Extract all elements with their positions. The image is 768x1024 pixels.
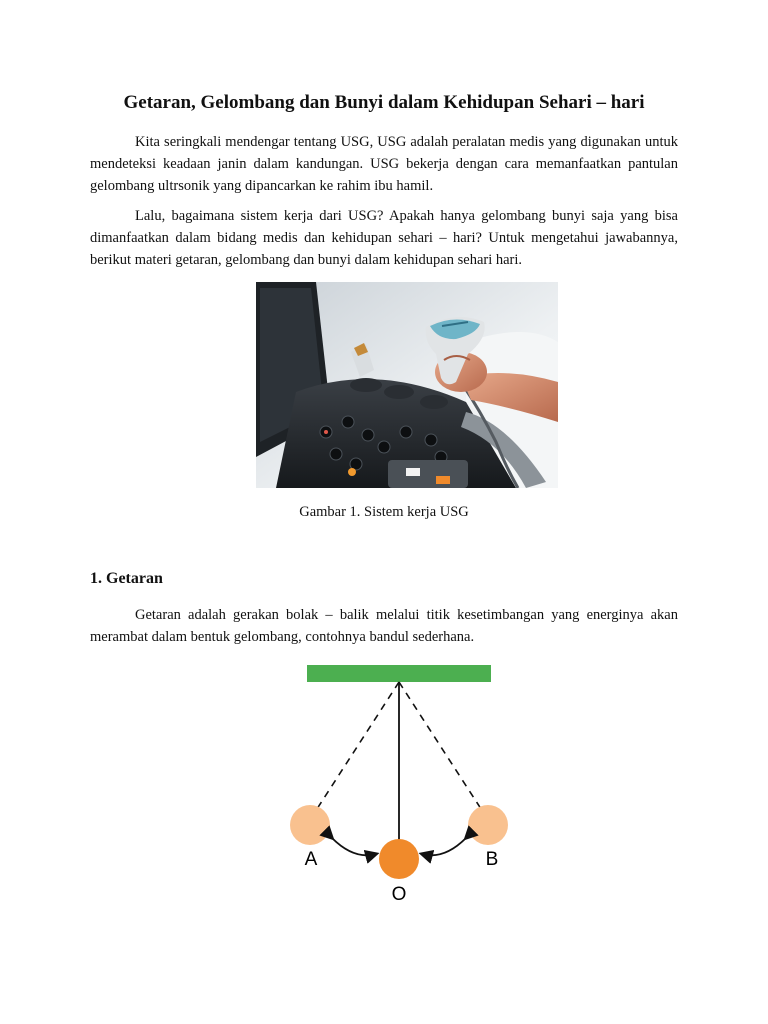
section-1-heading: 1. Getaran [90, 570, 163, 587]
intro-paragraph-2: Lalu, bagaimana sistem kerja dari USG? Apakah hanya gelombang bunyi saja yang bisa dimanfaatkan dalam bidang medis dan kehidupan sehari – hari? Untuk mengetahui jawabannya, berikut materi getaran, gelombang dan bunyi dalam kehidupan sehari hari. [90, 208, 678, 268]
pendulum-bob-b [468, 805, 508, 845]
pendulum-diagram [280, 660, 520, 905]
pendulum-bob-o [379, 839, 419, 879]
swing-arrow-right [422, 838, 466, 855]
usg-photo [256, 282, 558, 488]
section-1-paragraph: Getaran adalah gerakan bolak – balik melalui titik kesetimbangan yang energinya akan merambat dalam bentuk gelombang, contohnya bandul sederhana. [90, 607, 678, 645]
pendulum-bob-a [290, 805, 330, 845]
pendulum-support [307, 665, 491, 682]
label-b: B [485, 849, 499, 870]
figure-1-caption: Gambar 1. Sistem kerja USG [299, 504, 469, 520]
pendulum-string-left [315, 682, 399, 812]
swing-arrow-left [332, 838, 376, 855]
document-title: Getaran, Gelombang dan Bunyi dalam Kehidupan Sehari – hari [123, 92, 645, 113]
label-o: O [391, 884, 407, 905]
pendulum-string-right [399, 682, 483, 812]
intro-paragraph-1: Kita seringkali mendengar tentang USG, USG adalah peralatan medis yang digunakan untuk mendeteksi keadaan janin dalam kandungan. USG bekerja dengan cara memanfaatkan pantulan gelombang ultrsonik yang dipancarkan ke rahim ibu hamil. [90, 134, 678, 194]
label-a: A [304, 849, 318, 870]
